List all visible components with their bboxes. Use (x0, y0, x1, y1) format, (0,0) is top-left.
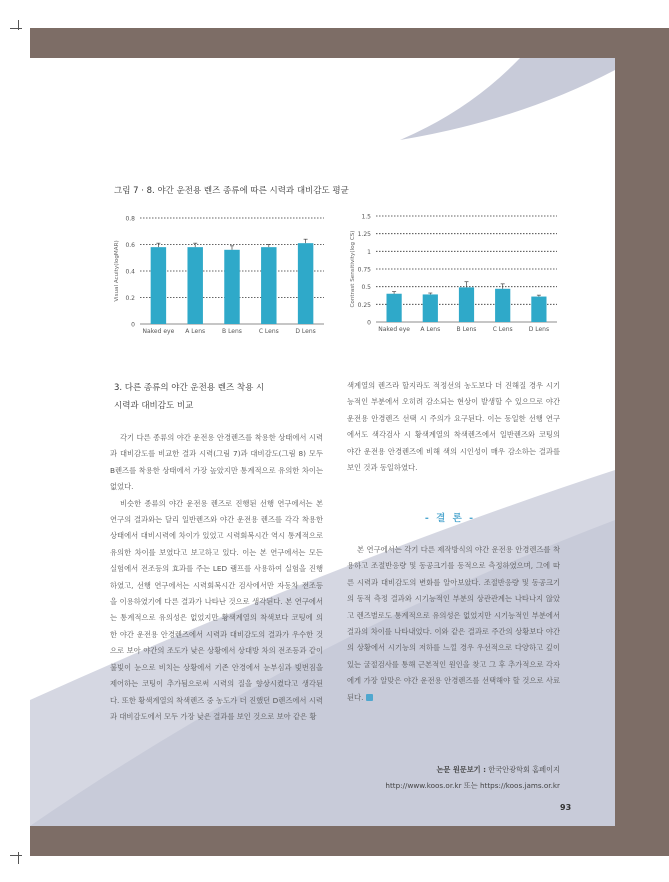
source-block (340, 762, 560, 794)
conclusion-text: 본 연구에서는 각기 다른 제작방식의 야간 운전용 안경렌즈를 착용하고 조절반응량 및 동공크기를 동적으로 측정하였으며, 그에 따른 시력과 대비감도의 변화를 알아보았다. 조절반응량 및 동공크기의 동적 측정 결과와 시기능적인 부분의 상관관계는 나타나지 않았고 렌즈별로도 통계적으로 유의성은 없었지만 시기능적인 부분에서 결과의 차이를 나타내었다. 이와 같은 결과로 주간의 상황보다 야간의 상황에서 시기능의 저하를 느낄 경우 우선적으로 다양하고 깊이 있는 굴절검사를 통해 근본적인 원인을 찾고 그 후 추가적으로 각자에게 가장 알맞은 야간 운전용 안경렌즈를 선택해야 할 것으로 사료된다. (347, 545, 560, 702)
x-tick-label: Naked eye (142, 328, 175, 335)
y-tick-label: 0.4 (125, 268, 135, 276)
bar (495, 289, 510, 322)
bar (224, 250, 239, 324)
x-tick-label: A Lens (185, 328, 206, 335)
conclusion-column (347, 542, 560, 706)
bar (423, 294, 438, 322)
bar (386, 294, 401, 322)
x-tick-label: D Lens (295, 328, 316, 335)
y-tick-label: 0.6 (125, 242, 135, 249)
x-tick-label: C Lens (258, 328, 279, 335)
crop-mark (18, 852, 19, 864)
paragraph-2: 비슷한 종류의 야간 운전용 렌즈로 진행된 선행 연구에서는 본 연구의 결과와는 달리 일반렌즈와 야간 운전용 렌즈를 각각 착용한 상태에서 대비시력에 차이가 있었고 시력회복시간 역시 통계적으로 유의한 차이를 보였다고 보고하고 있다. 이는 본 연구에서는 모든 실험에서 전조등의 효과를 주는 LED 램프를 사용하여 실험을 진행하였고, 선행 연구에서는 시력회복시간 검사에서만 자동차 전조등을 이용하였기에 다른 결과가 나타난 것으로 생각된다. 본 연구에서는 통계적으로 유의성은 없었지만 황색계열의 착색보다 코팅에 의한 야간 운전용 안경렌즈에서 시력과 대비감도의 결과가 우수한 것으로 보아 야간의 조도가 낮은 상황에서 상대방 차의 전조등과 같이 불빛이 눈으로 비치는 상황에서 기존 안경에서 눈부심과 빛번짐을 제어하는 코팅이 추가됨으로써 시력의 질을 향상시켰다고 생각된다. 또한 황색계열의 착색렌즈 중 농도가 더 진했던 D렌즈에서 시력과 대비감도에서 모두 가장 낮은 결과를 보인 것으로 보아 같은 황 (110, 498, 323, 721)
y-axis-label: Contrast Sensitivity(log CS) (350, 230, 356, 308)
source-name: 한국안광학회 홈페이지 (488, 765, 560, 774)
x-tick-label: D Lens (528, 326, 550, 333)
bar (531, 297, 546, 322)
heading-line-1: 3. 다른 종류의 야간 운전용 렌즈 착용 시 (114, 383, 265, 393)
y-tick-label: 0.8 (125, 215, 135, 223)
end-mark-icon (366, 694, 373, 701)
page-number: 93 (560, 803, 572, 812)
heading-line-2: 시력과 대비감도 비교 (114, 401, 194, 411)
figure-caption: 그림 7 · 8. 야간 운전용 렌즈 종류에 따른 시력과 대비감도 평균 (114, 186, 349, 196)
source-urls: http://www.koos.or.kr 또는 https://koos.jams.or.kr (385, 781, 560, 790)
y-tick-label: 0.25 (357, 301, 371, 309)
visual-acuity-chart (110, 208, 330, 340)
bar (261, 247, 276, 324)
bar (459, 287, 474, 322)
y-tick-label: 1 (367, 248, 371, 256)
contrast-sensitivity-chart (346, 208, 561, 338)
bar (151, 247, 166, 324)
y-tick-label: 0.5 (361, 284, 371, 292)
y-tick-label: 0 (367, 319, 371, 327)
right-column-top (347, 378, 560, 476)
conclusion-title: - 결 론 - (424, 513, 476, 524)
paragraph-1: 각기 다른 종류의 야간 운전용 안경렌즈를 착용한 상태에서 시력과 대비감도를 비교한 결과 시력(그림 7)과 대비감도(그림 8) 모두 B렌즈를 착용한 상태에서 가장 높았지만 통계적으로 유의한 차이는 없었다. (110, 433, 323, 492)
section-heading (114, 379, 264, 415)
x-tick-label: C Lens (492, 326, 513, 333)
y-axis-label: Visual Acuity(logMAR) (114, 240, 120, 302)
y-tick-label: 1.5 (361, 213, 371, 221)
x-tick-label: Naked eye (378, 326, 410, 333)
crop-mark (10, 28, 22, 29)
x-tick-label: A Lens (420, 326, 441, 333)
source-label: 논문 원문보기 : (436, 765, 486, 774)
bar (298, 243, 313, 324)
y-tick-label: 0 (131, 321, 135, 329)
left-column (110, 430, 323, 725)
crop-mark (10, 855, 22, 856)
paragraph-continued: 색계열의 렌즈라 할지라도 적정선의 농도보다 더 진해질 경우 시기능적인 부분에서 오히려 감소되는 현상이 발생할 수 있으므로 야간 운전용 안경렌즈 선택 시 주의가 요구된다. 이는 동일한 선행 연구에서도 색각검사 시 황색계열의 착색렌즈에서 일반렌즈와 코팅의 야간 운전용 안경렌즈에 비해 색의 시인성이 매우 감소하는 결과를 보인 것과 동일하였다. (347, 381, 560, 473)
y-tick-label: 0.75 (357, 266, 371, 274)
bar (187, 247, 202, 324)
y-tick-label: 0.2 (125, 295, 135, 302)
y-tick-label: 1.25 (357, 231, 371, 239)
x-tick-label: B Lens (222, 328, 242, 335)
x-tick-label: B Lens (456, 326, 477, 333)
